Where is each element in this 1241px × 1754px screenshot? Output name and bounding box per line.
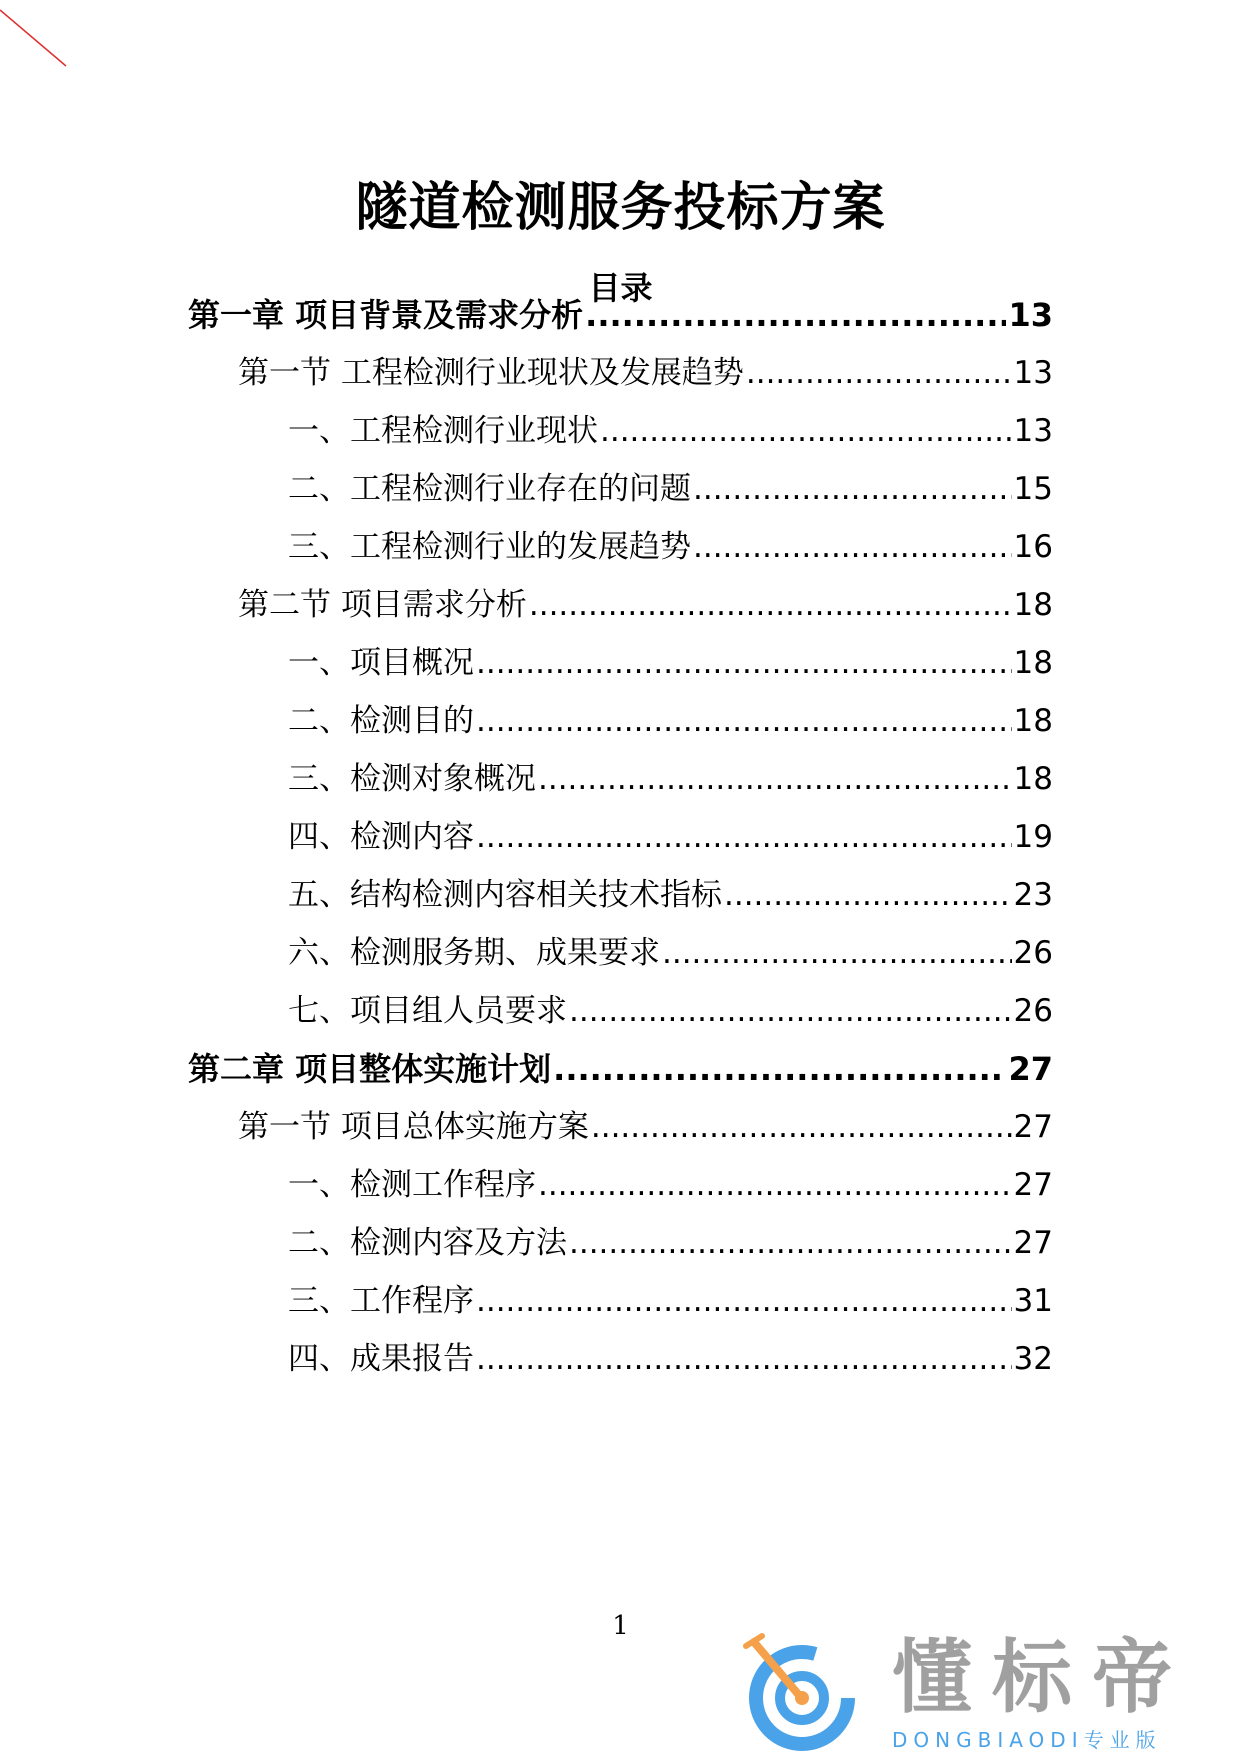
toc-dot-leader [662,933,1012,973]
toc-entry-page: 27 [1013,1109,1053,1145]
toc-entry-label: 一、项目概况 [288,645,474,681]
toc-dot-leader [724,875,1012,915]
toc-entry-page: 18 [1013,761,1053,797]
toc-entry-label: 六、检测服务期、成果要求 [288,935,660,971]
toc-entry-page: 32 [1013,1341,1053,1377]
toc-dot-leader [553,1049,1006,1089]
toc-entry[interactable] [288,875,1053,915]
toc-entry-page: 19 [1013,819,1053,855]
toc-entry-label: 七、项目组人员要求 [288,993,567,1029]
toc-heading: 目录 [588,269,653,307]
toc-dot-leader [569,991,1012,1031]
toc-entry-page: 18 [1013,587,1053,623]
toc-entry-label: 第二章 项目整体实施计划 [188,1050,552,1088]
toc-entry-page: 13 [1013,355,1053,391]
document-title: 隧道检测服务投标方案 [355,178,886,238]
toc-entry-page: 27 [1013,1167,1053,1203]
toc-dot-leader [538,1165,1012,1205]
toc-entry-label: 二、工程检测行业存在的问题 [288,471,691,507]
toc-entry[interactable] [238,585,1053,625]
toc-entry-page: 18 [1013,645,1053,681]
toc-dot-leader [476,817,1012,857]
toc-entry[interactable] [238,1107,1053,1147]
watermark-logo [740,1632,1240,1754]
toc-entry[interactable] [288,1223,1053,1263]
toc-entry-label: 三、检测对象概况 [288,761,536,797]
toc-entry[interactable] [288,1165,1053,1205]
toc-entry-label: 二、检测目的 [288,703,474,739]
toc-entry-page: 18 [1013,703,1053,739]
toc-entry-page: 23 [1013,877,1053,913]
toc-dot-leader [476,1339,1012,1379]
toc-entry-label: 三、工程检测行业的发展趋势 [288,529,691,565]
watermark-subtitle: DONGBIAODI专业版 [892,1728,1162,1752]
toc-entry-page: 15 [1013,471,1053,507]
toc-entry-label: 四、检测内容 [288,819,474,855]
toc-entry[interactable] [188,1049,1053,1089]
toc-entry-page: 27 [1013,1225,1053,1261]
watermark-brand: 懂标帝 [892,1631,1192,1724]
toc-entry-page: 27 [1008,1050,1053,1088]
toc-entry-page: 16 [1013,529,1053,565]
toc-entry-label: 二、检测内容及方法 [288,1225,567,1261]
toc-entry-label: 第一节 工程检测行业现状及发展趋势 [238,355,744,391]
toc-entry-page: 26 [1013,935,1053,971]
toc-entry-label: 一、检测工作程序 [288,1167,536,1203]
toc-entry[interactable] [288,643,1053,683]
toc-entry-page: 13 [1013,413,1053,449]
target-logo-icon [740,1632,870,1754]
toc-entry[interactable] [288,411,1053,451]
toc-dot-leader [569,1223,1012,1263]
toc-dot-leader [476,643,1012,683]
toc-entry-label: 第一节 项目总体实施方案 [238,1109,589,1145]
toc-entry[interactable] [238,353,1053,393]
toc-dot-leader [600,411,1012,451]
toc-entry-label: 一、工程检测行业现状 [288,413,598,449]
toc-entry-label: 四、成果报告 [288,1341,474,1377]
toc-entry-label: 五、结构检测内容相关技术指标 [288,877,722,913]
toc-entry-page: 26 [1013,993,1053,1029]
toc-entry[interactable] [288,469,1053,509]
toc-dot-leader [591,1107,1012,1147]
toc-dot-leader [529,585,1012,625]
toc-entry[interactable] [288,933,1053,973]
toc-entry[interactable] [288,1339,1053,1379]
toc-entry-label: 第二节 项目需求分析 [238,587,527,623]
toc-dot-leader [538,759,1012,799]
page-number: 1 [612,1611,629,1641]
toc-entry-label: 三、工作程序 [288,1283,474,1319]
toc-entry[interactable] [288,701,1053,741]
toc-entry[interactable] [288,1281,1053,1321]
toc-entry-label: 第一章 项目背景及需求分析 [188,296,584,334]
toc-dot-leader [476,1281,1012,1321]
toc-entry[interactable] [188,295,1053,335]
toc-entry[interactable] [288,991,1053,1031]
toc-entry[interactable] [288,527,1053,567]
toc-dot-leader [693,527,1012,567]
toc-dot-leader [476,701,1012,741]
toc-dot-leader [693,469,1012,509]
toc-entry[interactable] [288,817,1053,857]
toc-entry-page: 31 [1013,1283,1053,1319]
toc-dot-leader [585,295,1006,335]
corner-crop-mark [0,0,80,80]
toc-dot-leader [746,353,1012,393]
toc-entry[interactable] [288,759,1053,799]
toc-entry-page: 13 [1008,296,1053,334]
